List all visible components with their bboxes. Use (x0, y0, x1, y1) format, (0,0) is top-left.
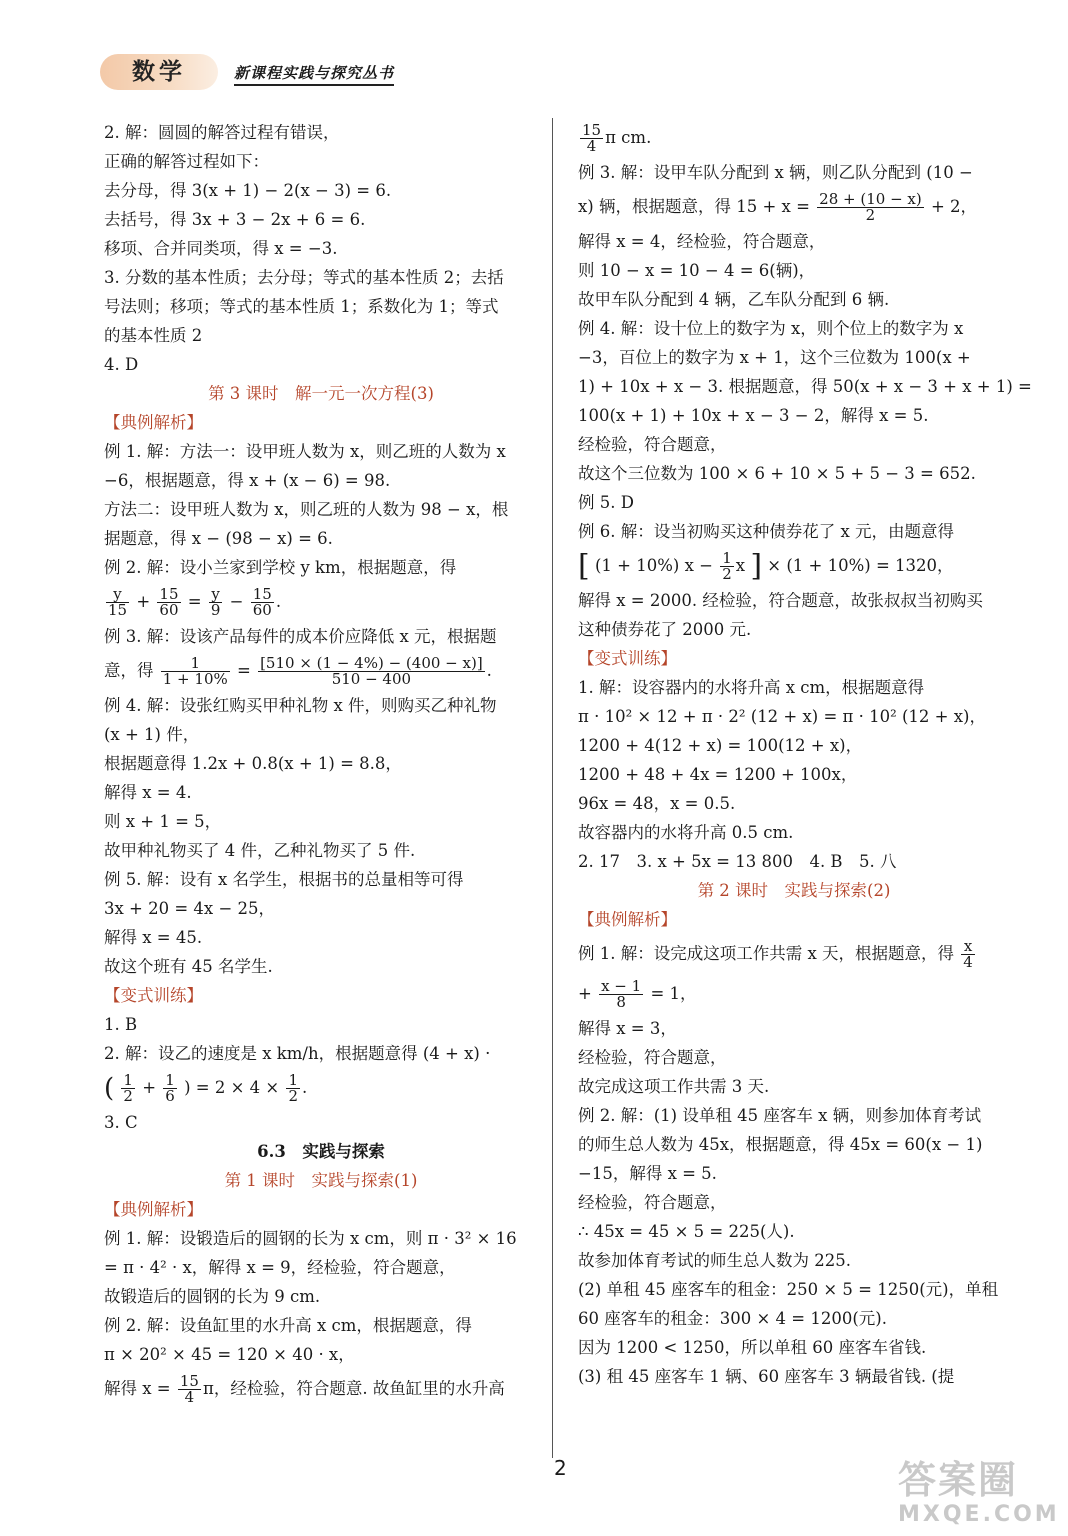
text-line: 例 5. 解：设有 x 名学生，根据书的总量相等可得 (104, 870, 464, 889)
fraction: $\frac{y}{9}$ (210, 585, 221, 619)
text-line: 故容器内的水将升高 0.5 cm. (578, 823, 794, 842)
text-line: 例 2. 解：设鱼缸里的水升高 x cm，根据题意，得 (104, 1316, 472, 1335)
text-line: 100(x + 1) + 10x + x − 3 − 2，解得 x = 5. (578, 406, 929, 425)
text-line: 正确的解答过程如下： (104, 152, 269, 171)
text-line: 方法二：设甲班人数为 x，则乙班的人数为 98 − x，根 (104, 500, 509, 519)
text-line: 经检验，符合题意， (578, 1048, 727, 1067)
text-line: = π · 4² · x，解得 x = 9，经检验，符合题意， (104, 1258, 456, 1277)
text-line: 故这个班有 45 名学生. (104, 957, 273, 976)
section-label: 【典例解析】 (578, 910, 677, 929)
watermark-logo (898, 1458, 1058, 1532)
fraction: $\frac{1}{2}$ (722, 549, 732, 583)
text-line: ∴ 45x = 45 × 5 = 225(人). (578, 1222, 795, 1241)
fraction: $\frac{x}{4}$ (963, 937, 973, 971)
text-line: 因为 1200 < 1250，所以单租 60 座客车省钱. (578, 1338, 927, 1357)
fraction: $\frac{[510 \times (1 - 4\%) - (400 - x)]}{510 - 400}$ (260, 654, 483, 688)
text-line: 则 10 − x = 10 − 4 = 6(辆)， (578, 261, 816, 280)
text-line: 解得 x = 3， (578, 1019, 677, 1038)
watermark-url: MXQE.COM (898, 1502, 1060, 1527)
subject-badge: 数学 (100, 54, 218, 90)
right-column (578, 118, 1032, 1391)
left-column (104, 118, 538, 1409)
text-line: 2. 17 3. x + 5x = 13 800 4. B 5. 八 (578, 852, 897, 871)
text-line: 3. C (104, 1113, 138, 1132)
equation-line: x) 辆，根据题意，得 15 + x = $\frac{28 + (10 - x)}{2}$ + 2， (578, 190, 978, 224)
section-heading: 6.3 实践与探索 (257, 1142, 385, 1161)
fraction: $\frac{x - 1}{8}$ (601, 977, 642, 1011)
page-number: 2 (554, 1456, 567, 1480)
text-line: 1200 + 48 + 4x = 1200 + 100x， (578, 765, 858, 784)
text-line: −6，根据题意，得 x + (x − 6) = 98. (104, 471, 391, 490)
column-divider (552, 118, 553, 1458)
text-line: 去括号，得 3x + 3 − 2x + 6 = 6. (104, 210, 366, 229)
text-line: 例 2. 解：(1) 设单租 45 座客车 x 辆，则参加体育考试 (578, 1106, 982, 1125)
text-line: 例 6. 解：设当初购买这种债券花了 x 元，由题意得 (578, 522, 955, 541)
text-line: 例 3. 解：设甲车队分配到 x 辆，则乙队分配到 (10 − (578, 163, 973, 182)
text-line: π × 20² × 45 = 120 × 40 · x， (104, 1345, 355, 1364)
lesson-heading: 第 2 课时 实践与探索(2) (697, 881, 891, 900)
text-line: 据题意，得 x − (98 − x) = 6. (104, 529, 333, 548)
text-line: 解得 x = 2000. 经检验，符合题意，故张叔叔当初购买 (578, 591, 983, 610)
fraction: $\frac{15}{60}$ (252, 585, 272, 619)
text-line: 1) + 10x + x − 3. 根据题意，得 50(x + x − 3 + x + 1) = (578, 377, 1032, 396)
equation-line: $\frac{15}{4}$ π cm. (582, 121, 652, 155)
equation-line: ( $\frac{1}{2}$ + $\frac{1}{6}$ ) = 2 × 4 × $\frac{1}{2}$ . (104, 1071, 308, 1105)
equation-line: 例 1. 解：设完成这项工作共需 x 天，根据题意，得 $\frac{x}{4}$ (578, 937, 973, 971)
text-line: 故甲种礼物买了 4 件，乙种礼物买了 5 件. (104, 841, 416, 860)
text-line: 号法则；移项；等式的基本性质 1；系数化为 1；等式 (104, 297, 499, 316)
text-line: 的师生总人数为 45x，根据题意，得 45x = 60(x − 1) (578, 1135, 983, 1154)
text-line: 这种债券花了 2000 元. (578, 620, 752, 639)
equation-line: 意，得 $\frac{1}{1 + 10\%}$ = $\frac{[510 \times (1 - 4\%) - (400 - x)]}{510 - 400}$ . (104, 654, 492, 688)
fraction: $\frac{1}{6}$ (165, 1071, 175, 1105)
section-label: 【典例解析】 (104, 1200, 203, 1219)
text-line: 根据题意得 1.2x + 0.8(x + 1) = 8.8， (104, 754, 402, 773)
text-line: (3) 租 45 座客车 1 辆、60 座客车 3 辆最省钱. (提 (578, 1367, 955, 1386)
text-line: 例 1. 解：设锻造后的圆钢的长为 x cm，则 π · 3² × 16 (104, 1229, 517, 1248)
text-line: (x + 1) 件， (104, 725, 200, 744)
text-line: 2. 解：设乙的速度是 x km/h，根据题意得 (4 + x) · (104, 1044, 491, 1063)
series-title: 新课程实践与探究丛书 (234, 62, 394, 86)
text-line: 60 座客车的租金：300 × 4 = 1200(元). (578, 1309, 887, 1328)
fraction: $\frac{y}{15}$ (108, 585, 128, 619)
text-line: 的基本性质 2 (104, 326, 203, 345)
text-line: 1. 解：设容器内的水将升高 x cm，根据题意得 (578, 678, 925, 697)
text-line: 去分母，得 3(x + 1) − 2(x − 3) = 6. (104, 181, 392, 200)
text-line: −3，百位上的数字为 x + 1，这个三位数为 100(x + (578, 348, 971, 367)
fraction: $\frac{1}{1 + 10\%}$ (162, 654, 228, 688)
text-line: 3x + 20 = 4x − 25， (104, 899, 276, 918)
text-line: 例 4. 解：设张红购买甲种礼物 x 件，则购买乙种礼物 (104, 696, 497, 715)
equation-line: [ (1 + 10%) x − $\frac{1}{2}$ x ] × (1 + 10%) = 1320， (578, 548, 954, 584)
text-line: 移项、合并同类项，得 x = −3. (104, 239, 338, 258)
text-line: 例 4. 解：设十位上的数字为 x，则个位上的数字为 x (578, 319, 964, 338)
text-line: 故这个三位数为 100 × 6 + 10 × 5 + 5 − 3 = 652. (578, 464, 976, 483)
fraction: $\frac{15}{4}$ (179, 1372, 199, 1406)
text-line: 经检验，符合题意， (578, 435, 727, 454)
fraction: $\frac{1}{2}$ (123, 1071, 133, 1105)
text-line: 例 2. 解：设小兰家到学校 y km，根据题意，得 (104, 558, 457, 577)
text-line: −15，解得 x = 5. (578, 1164, 717, 1183)
text-line: 3. 分数的基本性质；去分母；等式的基本性质 2；去括 (104, 268, 504, 287)
lesson-heading: 第 1 课时 实践与探索(1) (224, 1171, 418, 1190)
fraction: $\frac{15}{4}$ (582, 121, 602, 155)
watermark-text: 答案圈 (898, 1458, 1019, 1502)
section-label: 【典例解析】 (104, 413, 203, 432)
section-label: 【变式训练】 (104, 986, 203, 1005)
text-line: 故参加体育考试的师生总人数为 225. (578, 1251, 851, 1270)
text-line: 1200 + 4(12 + x) = 100(12 + x)， (578, 736, 863, 755)
section-label: 【变式训练】 (578, 649, 677, 668)
fraction: $\frac{1}{2}$ (288, 1071, 299, 1105)
text-line: 解得 x = 45. (104, 928, 203, 947)
text-line: 例 5. D (578, 493, 634, 512)
text-line: 96x = 48，x = 0.5. (578, 794, 736, 813)
text-line: 例 3. 解：设该产品每件的成本价应降低 x 元，根据题 (104, 627, 497, 646)
fraction: $\frac{28 + (10 - x)}{2}$ (819, 190, 922, 224)
text-line: 解得 x = 4. (104, 783, 192, 802)
equation-line: + $\frac{x - 1}{8}$ = 1， (578, 977, 697, 1011)
text-line: 故甲车队分配到 4 辆，乙车队分配到 6 辆. (578, 290, 890, 309)
text-line: 例 1. 解：方法一：设甲班人数为 x，则乙班的人数为 x (104, 442, 506, 461)
fraction: $\frac{15}{60}$ (159, 585, 179, 619)
text-line: 故完成这项工作共需 3 天. (578, 1077, 770, 1096)
text-line: 1. B (104, 1015, 138, 1034)
text-line: 解得 x = 4，经检验，符合题意， (578, 232, 826, 251)
equation-line: $\frac{y}{15}$ + $\frac{15}{60}$ = $\frac{y}{9}$ − $\frac{15}{60}$ . (108, 585, 282, 619)
page-header (100, 52, 420, 92)
text-line: 则 x + 1 = 5， (104, 812, 222, 831)
equation-line: 解得 x = $\frac{15}{4}$ π，经检验，符合题意. 故鱼缸里的水升高 (104, 1372, 505, 1406)
text-line: 2. 解：圆圆的解答过程有错误， (104, 123, 340, 142)
text-line: 故锻造后的圆钢的长为 9 cm. (104, 1287, 321, 1306)
text-line: 经检验，符合题意， (578, 1193, 727, 1212)
text-line: (2) 单租 45 座客车的租金：250 × 5 = 1250(元)，单租 (578, 1280, 999, 1299)
text-line: 4. D (104, 355, 139, 374)
lesson-heading: 第 3 课时 解一元一次方程(3) (208, 384, 434, 403)
text-line: π · 10² × 12 + π · 2² (12 + x) = π · 10² (12 + x)， (578, 707, 986, 726)
